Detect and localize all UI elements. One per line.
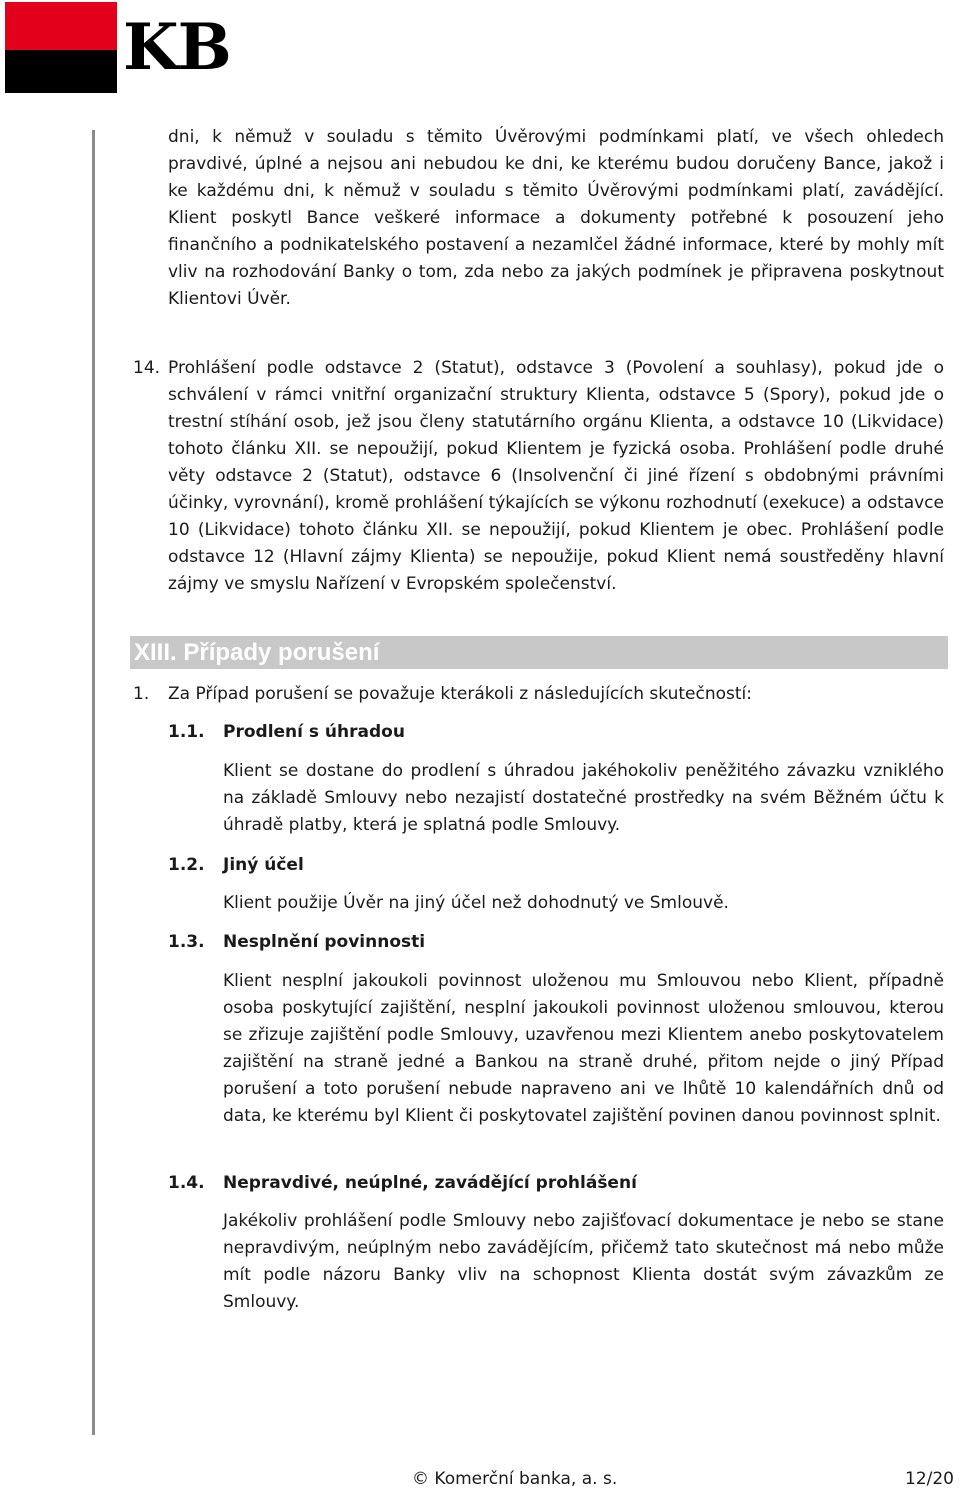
subitem-title: Nepravdivé, neúplné, zavádějící prohlášení: [223, 1173, 637, 1193]
item-1-number: 1.: [133, 684, 150, 704]
subitem-text: Jakékoliv prohlášení podle Smlouvy nebo zajišťovací dokumentace je nebo se stane nepravdivým, neúplným nebo zavádějícím, přičemž tato skutečnost má nebo může mít podle názoru Banky vliv na schopnost Klienta dostát svým závazkům ze Smlouvy.: [223, 1211, 944, 1312]
kb-logo: [5, 2, 265, 94]
page-number: 12/20: [905, 1469, 954, 1489]
section-heading: XIII. Případy porušení: [134, 639, 380, 666]
subitem-title: Jiný účel: [223, 855, 304, 875]
margin-rule: [92, 130, 95, 1435]
subitem-text: Klient nesplní jakoukoli povinnost uloženou mu Smlouvou nebo Klient, případně osoba poskytující zajištění, nesplní jakoukoli povinnost uloženou smlouvou, kterou se zřizuje zajištění podle Smlouvy, uzavřenou mezi Klientem anebo poskytovatelem zajištění na straně jedné a Bankou na straně druhé, přitom nejde o jiný Případ porušení a toto porušení nebude napraveno ani ve lhůtě 10 kalendářních dnů od data, ke kterému byl Klient či poskytovatel zajištění povinen danou povinnost splnit.: [223, 971, 944, 1126]
subitem-title: Nesplnění povinnosti: [223, 932, 426, 952]
footer-copyright: © Komerční banka, a. s.: [412, 1469, 618, 1489]
subitem-number: 1.4.: [168, 1173, 205, 1193]
logo-text: KB: [123, 10, 231, 85]
paragraph-14-number: 14.: [133, 358, 161, 378]
subitem-text: Klient se dostane do prodlení s úhradou jakéhokoliv peněžitého závazku vzniklého na základě Smlouvy nebo nezajistí dostatečné prostředky na svém Běžném účtu k úhradě platby, která je splatná podle Smlouvy.: [223, 761, 944, 835]
subitem-title: Prodlení s úhradou: [223, 722, 405, 742]
subitem-number: 1.3.: [168, 932, 205, 952]
subitem-text: Klient použije Úvěr na jiný účel než dohodnutý ve Smlouvě.: [223, 893, 729, 913]
logo-black-block: [5, 50, 117, 93]
subitem-number: 1.1.: [168, 722, 205, 742]
subitem-number: 1.2.: [168, 855, 205, 875]
item-1-text: Za Případ porušení se považuje kterákoli z následujících skutečností:: [168, 684, 752, 704]
logo-red-block: [5, 2, 117, 50]
paragraph-13-tail: dni, k němuž v souladu s těmito Úvěrovými podmínkami platí, ve všech ohledech pravdivé, úplné a nejsou ani nebudou ke dni, ke kterému budou doručeny Bance, jakož i ke každému dni, k němuž v souladu s těmito Úvěrovými podmínkami platí, zavádějící. Klient poskytl Bance veškeré informace a dokumenty potřebné k posouzení jeho finančního a podnikatelského postavení a nezamlčel žádné informace, které by mohly mít vliv na rozhodování Banky o tom, zda nebo za jakých podmínek je připravena poskytnout Klientovi Úvěr.: [168, 127, 944, 309]
paragraph-14: Prohlášení podle odstavce 2 (Statut), odstavce 3 (Povolení a souhlasy), pokud jde o schválení v rámci vnitřní organizační struktury Klienta, odstavce 5 (Spory), pokud jde o trestní stíhání osob, jež jsou členy statutárního orgánu Klienta, a odstavce 10 (Likvidace) tohoto článku XII. se nepoužijí, pokud Klientem je fyzická osoba. Prohlášení podle druhé věty odstavce 2 (Statut), odstavce 6 (Insolvenční či jiné řízení s obdobnými právními účinky, vyrovnání), kromě prohlášení týkajících se výkonu rozhodnutí (exekuce) a odstavce 10 (Likvidace) tohoto článku XII. se nepoužijí, pokud Klientem je obec. Prohlášení podle odstavce 12 (Hlavní zájmy Klienta) se nepoužije, pokud Klient nemá soustředěny hlavní zájmy ve smyslu Nařízení v Evropském společenství.: [168, 358, 944, 594]
